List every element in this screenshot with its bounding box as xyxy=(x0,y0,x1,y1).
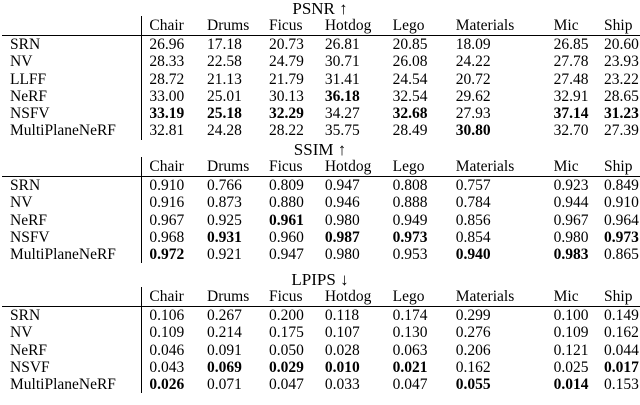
method-label: NSFV xyxy=(2,229,142,246)
metric-value: 0.980 xyxy=(324,211,360,229)
column-header: Hotdog xyxy=(325,16,393,36)
metric-value: 24.79 xyxy=(268,53,304,71)
table-row xyxy=(2,359,640,376)
method-label: NeRF xyxy=(2,342,142,359)
metric-value: 28.65 xyxy=(604,87,639,105)
section-psnr xyxy=(0,0,640,143)
metric-value: 27.39 xyxy=(604,122,639,140)
metric-value: 32.81 xyxy=(149,122,185,140)
table-row xyxy=(2,177,640,195)
metric-value: 0.921 xyxy=(207,246,242,264)
metric-value: 0.121 xyxy=(553,341,589,359)
metric-value: 0.931 xyxy=(207,228,242,246)
metric-value: 22.58 xyxy=(207,53,242,71)
metric-value: 32.91 xyxy=(553,87,589,105)
metric-value: 0.949 xyxy=(392,211,428,229)
metric-value: 20.60 xyxy=(604,36,639,53)
table-row xyxy=(2,229,640,246)
metric-value: 0.888 xyxy=(392,194,428,212)
method-label: MultiPlaneNeRF xyxy=(2,376,142,393)
header-row xyxy=(2,16,640,36)
metric-value: 0.987 xyxy=(324,228,360,246)
metric-value: 0.109 xyxy=(149,324,185,342)
column-header: Mic xyxy=(554,16,604,36)
metric-value: 0.107 xyxy=(324,324,360,342)
table-row xyxy=(2,88,640,105)
metric-value: 30.80 xyxy=(455,122,491,140)
metric-value: 32.68 xyxy=(392,105,428,123)
metric-value: 34.27 xyxy=(324,105,360,123)
metric-value: 20.85 xyxy=(392,36,428,53)
metric-value: 23.22 xyxy=(604,70,639,88)
metric-table xyxy=(2,287,640,393)
metric-value: 0.809 xyxy=(268,177,304,194)
metric-value: 0.130 xyxy=(392,324,428,342)
metric-value: 32.29 xyxy=(268,105,304,123)
metric-value: 0.784 xyxy=(455,194,491,212)
metric-value: 0.967 xyxy=(553,211,589,229)
metric-value: 0.017 xyxy=(604,358,639,376)
column-header: Drums xyxy=(207,287,269,307)
metric-title: SSIM ↑ xyxy=(293,140,347,159)
metric-value: 26.08 xyxy=(392,53,428,71)
metric-value: 32.70 xyxy=(553,122,589,140)
metric-value: 0.033 xyxy=(324,376,360,394)
method-label: SRN xyxy=(2,307,142,325)
metric-value: 0.854 xyxy=(455,228,491,246)
method-label: MultiPlaneNeRF xyxy=(2,122,142,139)
metric-value: 21.79 xyxy=(268,70,304,88)
metric-value: 0.267 xyxy=(207,307,242,324)
metric-value: 0.071 xyxy=(207,376,242,394)
column-header: Chair xyxy=(142,287,207,307)
metric-value: 31.23 xyxy=(604,105,639,123)
method-label: NV xyxy=(2,194,142,211)
metric-value: 0.973 xyxy=(604,228,639,246)
column-header: Ficus xyxy=(269,157,325,177)
column-header: Ship xyxy=(604,157,640,177)
column-header: Lego xyxy=(393,16,456,36)
metric-value: 0.010 xyxy=(324,358,360,376)
metric-value: 0.174 xyxy=(392,307,428,324)
metric-value: 0.808 xyxy=(392,177,428,194)
metric-value: 0.063 xyxy=(392,341,428,359)
table-row xyxy=(2,212,640,229)
metric-value: 17.18 xyxy=(207,36,242,53)
metric-value: 25.01 xyxy=(207,87,242,105)
metric-value: 0.865 xyxy=(604,246,639,264)
metric-value: 0.983 xyxy=(553,246,589,264)
metric-value: 0.849 xyxy=(604,177,639,194)
metric-value: 35.75 xyxy=(324,122,360,140)
metric-value: 0.047 xyxy=(392,376,428,394)
metric-value: 33.19 xyxy=(149,105,185,123)
metric-value: 0.050 xyxy=(268,341,304,359)
metric-table xyxy=(2,16,640,140)
metric-value: 33.00 xyxy=(149,87,185,105)
metric-value: 26.81 xyxy=(324,36,360,53)
metric-value: 23.93 xyxy=(604,53,639,71)
metric-value: 0.162 xyxy=(604,324,639,342)
metric-value: 28.49 xyxy=(392,122,428,140)
metric-value: 0.055 xyxy=(455,376,491,394)
metric-value: 0.873 xyxy=(207,194,242,212)
table-row xyxy=(2,53,640,70)
table-row xyxy=(2,376,640,393)
metric-value: 28.22 xyxy=(268,122,304,140)
metric-value: 0.757 xyxy=(455,177,491,194)
metric-value: 0.947 xyxy=(324,177,360,194)
table-row xyxy=(2,324,640,341)
column-header: Materials xyxy=(456,16,554,36)
column-header: Materials xyxy=(456,157,554,177)
metric-value: 0.961 xyxy=(268,211,304,229)
metric-value: 0.964 xyxy=(604,211,639,229)
metric-value: 0.973 xyxy=(392,228,428,246)
metric-value: 0.980 xyxy=(324,246,360,264)
metric-value: 30.71 xyxy=(324,53,360,71)
metric-value: 0.149 xyxy=(604,307,639,324)
metric-value: 29.62 xyxy=(455,87,491,105)
metric-value: 0.276 xyxy=(455,324,491,342)
table-row xyxy=(2,36,640,54)
metric-value: 24.22 xyxy=(455,53,491,71)
metric-value: 0.047 xyxy=(268,376,304,394)
metric-value: 25.18 xyxy=(207,105,242,123)
metric-value: 0.206 xyxy=(455,341,491,359)
metric-title: PSNR ↑ xyxy=(292,0,348,18)
metric-value: 20.72 xyxy=(455,70,491,88)
metric-value: 0.106 xyxy=(149,307,185,324)
metric-value: 0.162 xyxy=(455,358,491,376)
metric-value: 28.72 xyxy=(149,70,185,88)
method-label: SRN xyxy=(2,177,142,195)
column-header: Materials xyxy=(456,287,554,307)
metric-title: LPIPS ↓ xyxy=(291,270,349,289)
method-label: LLFF xyxy=(2,71,142,88)
method-label: NeRF xyxy=(2,212,142,229)
metric-table xyxy=(2,157,640,263)
metric-value: 30.13 xyxy=(268,87,304,105)
table-row xyxy=(2,342,640,359)
column-header: Mic xyxy=(554,157,604,177)
metric-value: 0.910 xyxy=(149,177,185,194)
metric-value: 0.856 xyxy=(455,211,491,229)
column-header: Lego xyxy=(393,157,456,177)
metric-value: 27.93 xyxy=(455,105,491,123)
metric-value: 0.925 xyxy=(207,211,242,229)
metric-value: 0.299 xyxy=(455,307,491,324)
metric-value: 0.028 xyxy=(324,341,360,359)
metric-value: 0.014 xyxy=(553,376,589,394)
metric-value: 0.026 xyxy=(149,376,185,394)
section-ssim xyxy=(0,141,640,276)
header-corner xyxy=(2,16,142,36)
metric-value: 26.96 xyxy=(149,36,185,53)
column-header: Ficus xyxy=(269,287,325,307)
table-row xyxy=(2,307,640,325)
column-header: Hotdog xyxy=(325,287,393,307)
metric-value: 31.41 xyxy=(324,70,360,88)
table-row xyxy=(2,71,640,88)
section-lpips xyxy=(0,271,640,405)
metric-value: 0.940 xyxy=(455,246,491,264)
metric-value: 18.09 xyxy=(455,36,491,53)
metric-value: 24.54 xyxy=(392,70,428,88)
metric-value: 36.18 xyxy=(324,87,360,105)
metric-value: 0.214 xyxy=(207,324,242,342)
metric-value: 0.118 xyxy=(324,307,360,324)
method-label: NeRF xyxy=(2,88,142,105)
metric-value: 0.044 xyxy=(604,341,639,359)
column-header: Chair xyxy=(142,157,207,177)
metric-value: 0.946 xyxy=(324,194,360,212)
metric-value: 0.953 xyxy=(392,246,428,264)
metric-value: 0.021 xyxy=(392,358,428,376)
metric-value: 26.85 xyxy=(553,36,589,53)
column-header: Mic xyxy=(554,287,604,307)
metric-value: 28.33 xyxy=(149,53,185,71)
metric-value: 0.175 xyxy=(268,324,304,342)
metric-value: 0.880 xyxy=(268,194,304,212)
table-row xyxy=(2,194,640,211)
metric-value: 0.910 xyxy=(604,194,639,212)
column-header: Ship xyxy=(604,287,640,307)
metric-value: 32.54 xyxy=(392,87,428,105)
table-row xyxy=(2,122,640,139)
header-row xyxy=(2,157,640,177)
metric-value: 27.78 xyxy=(553,53,589,71)
metric-value: 0.967 xyxy=(149,211,185,229)
metric-value: 0.109 xyxy=(553,324,589,342)
metric-value: 0.960 xyxy=(268,228,304,246)
header-corner xyxy=(2,287,142,307)
column-header: Drums xyxy=(207,16,269,36)
metric-value: 0.923 xyxy=(553,177,589,194)
header-row xyxy=(2,287,640,307)
method-label: NSVF xyxy=(2,359,142,376)
metric-value: 0.091 xyxy=(207,341,242,359)
metric-value: 0.916 xyxy=(149,194,185,212)
metric-value: 0.046 xyxy=(149,341,185,359)
column-header: Ship xyxy=(604,16,640,36)
method-label: MultiPlaneNeRF xyxy=(2,246,142,263)
metric-value: 0.069 xyxy=(207,358,242,376)
metric-value: 20.73 xyxy=(268,36,304,53)
method-label: NSFV xyxy=(2,105,142,122)
metric-value: 0.980 xyxy=(553,228,589,246)
metric-value: 21.13 xyxy=(207,70,242,88)
method-label: NV xyxy=(2,324,142,341)
table-row xyxy=(2,105,640,122)
metric-value: 0.200 xyxy=(268,307,304,324)
metric-value: 0.944 xyxy=(553,194,589,212)
column-header: Ficus xyxy=(269,16,325,36)
metric-value: 0.153 xyxy=(604,376,639,394)
metric-value: 37.14 xyxy=(553,105,589,123)
method-label: SRN xyxy=(2,36,142,54)
column-header: Hotdog xyxy=(325,157,393,177)
header-corner xyxy=(2,157,142,177)
metric-value: 24.28 xyxy=(207,122,242,140)
metric-value: 27.48 xyxy=(553,70,589,88)
column-header: Drums xyxy=(207,157,269,177)
table-row xyxy=(2,246,640,263)
metric-value: 0.766 xyxy=(207,177,242,194)
metric-value: 0.029 xyxy=(268,358,304,376)
metric-value: 0.100 xyxy=(553,307,589,324)
metric-value: 0.947 xyxy=(268,246,304,264)
metric-value: 0.968 xyxy=(149,228,185,246)
metric-value: 0.043 xyxy=(149,358,185,376)
method-label: NV xyxy=(2,53,142,70)
metric-value: 0.025 xyxy=(553,358,589,376)
column-header: Chair xyxy=(142,16,207,36)
metric-value: 0.972 xyxy=(149,246,185,264)
column-header: Lego xyxy=(393,287,456,307)
